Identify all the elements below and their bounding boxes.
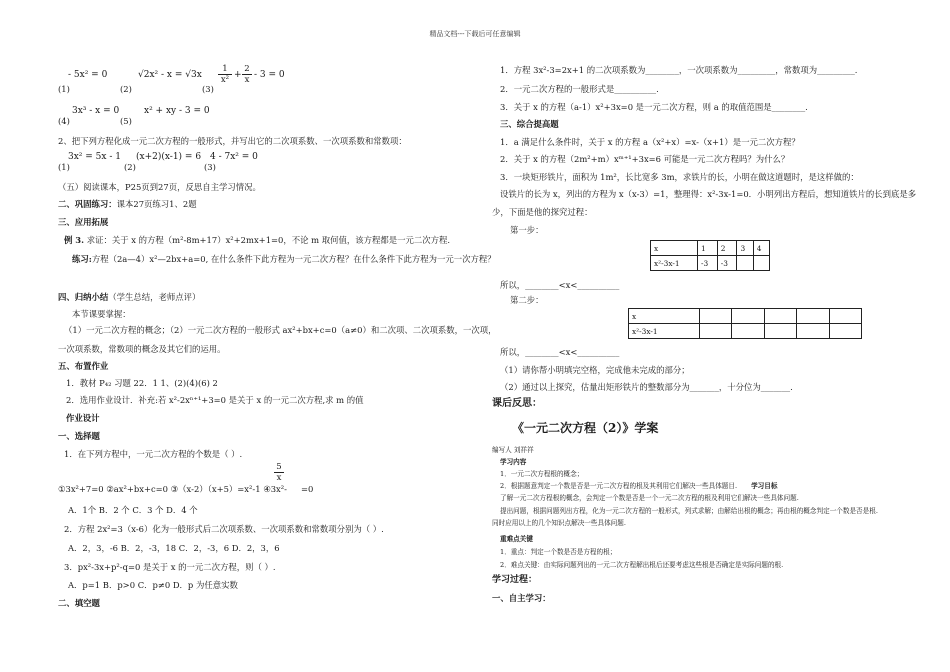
homework-2: 2．选用作业设计．补充:若 x²-2xⁿ⁺¹+3=0 是关于 x 的一元二次方程,求 m 的值 — [66, 395, 364, 405]
table-row: x²-3x-1 -3 -3 — [651, 256, 770, 271]
choice-question-1: 1．在下列方程中，一元二次方程的个数是（ ）. — [64, 449, 243, 459]
section-consolidate: 二、巩固练习：课本27页练习1、2题 — [58, 199, 197, 209]
section-comprehensive: 三、综合提高题 — [500, 119, 559, 129]
task-2: （2）通过以上探究，估量出矩形铁片的整数部分为_______，十分位为_______. — [500, 382, 793, 392]
equation-5-label: (5) — [120, 116, 132, 126]
choice-answers-3: A．p=1 B．p>0 C．p≠0 D．p 为任意实数 — [68, 580, 238, 590]
self-study-heading: 一、自主学习： — [492, 593, 551, 603]
choice-answers-2: A．2，3，-6 B．2，-3，18 C．2，-3，6 D．2，3，6 — [68, 543, 280, 553]
choice-question-2: 2．方程 2x²=3（x-6）化为一般形式后二次项系数、一次项系数和常数项分别为（ ）. — [64, 524, 384, 534]
choice-answers-1: A．1个 B．2 个 C．3 个 D．4 个 — [68, 505, 198, 515]
homework-1: 1．教材 P₄₂ 习题 22．1 1、(2)(4)(6) 2 — [66, 378, 218, 388]
q2-equation-3: 4 - 7x² = 0 — [210, 152, 258, 162]
q2-label-3: (3) — [204, 162, 216, 172]
table-step-2 — [628, 308, 862, 339]
equation-3-label: (3) — [202, 84, 214, 94]
equation-1: - 5x² = 0 — [68, 70, 108, 80]
key-heading: 重难点关键 — [500, 535, 533, 543]
fill-question-1: 1．方程 3x²-3=2x+1 的二次项系数为________，一次项系数为_________，常数项为_________. — [500, 65, 858, 75]
q2-equation-1: 3x² = 5x - 1 — [68, 152, 121, 162]
equation-3-tail: - 3 = 0 — [254, 70, 285, 80]
content-1: 1．一元二次方程根的概念； — [500, 470, 584, 478]
table-row: x 1 2 3 4 — [651, 241, 770, 256]
section-choice: 一、选择题 — [58, 431, 100, 441]
equation-2-label: (2) — [120, 84, 132, 94]
choice-question-3: 3．px²-3x+p²-q=0 是关于 x 的一元二次方程，则（ ）. — [64, 562, 276, 572]
q2-label-2: (2) — [124, 162, 136, 172]
comprehensive-3: 3．一块矩形铁片，面积为 1m²，长比宽多 3m，求铁片的长，小明在做这道题时，是这样做的： — [500, 172, 859, 182]
summary-line-2: （1）一元二次方程的概念；（2）一元二次方程的一般形式 ax²+bx+c=0（a≠0）和二次项、二次项系数，一次项， — [64, 325, 497, 335]
content-2: 2．根据题意判定一个数是否是一元二次方程的根及其利用它们解决一些具体题目. 学习目标 — [500, 482, 778, 490]
comprehensive-3b: 设铁片的长为 x，列出的方程为 x（x-3）=1，整理得：x²-3x-1=0．小明列出方程后，想知道铁片的长到底是多 — [500, 189, 917, 199]
choice-options-1: ①3x²+7=0 ②ax²+bx+c=0 ③（x-2）（x+5）=x²-1 ④3x²- =0 — [58, 484, 314, 494]
equation-2: √2x² - x = √3x — [138, 70, 202, 80]
key-2: 2．难点关键：由实际问题列出的一元二次方程解出根后还要考虑这些根是否确定是实际问题的根. — [500, 561, 784, 569]
page-header: 精品文档---下载后可任意编辑 — [429, 30, 521, 38]
result-2: 所以，________<x<__________ — [500, 347, 620, 357]
lesson-title: 《一元二次方程（2）》学案 — [512, 421, 659, 435]
goal-3: 同时应用以上的几个知识点解决一些具体问题. — [492, 519, 626, 527]
equation-1-label: (1) — [58, 84, 70, 94]
step-2-label: 第二步： — [510, 295, 544, 305]
content-heading: 学习内容 — [500, 458, 527, 466]
reflection-heading: 课后反思： — [492, 398, 542, 409]
process-heading: 学习过程： — [492, 575, 538, 585]
result-1: 所以，________<x<__________ — [500, 280, 620, 290]
example-3: 例 3. 求证：关于 x 的方程（m²-8m+17）x²+2mx+1=0，不论 m 取何值，该方程都是一元二次方程. — [64, 235, 451, 245]
section-application: 三、应用拓展 — [58, 217, 109, 227]
task-1: （1）请你帮小明填完空格，完成他未完成的部分； — [500, 365, 690, 375]
fill-question-2: 2．一元二次方程的一般形式是__________. — [500, 84, 659, 94]
section-summary: 四、归纳小结（学生总结，老师点评） — [58, 292, 201, 302]
equation-3-frac-1: $\frac{1}{\text{x²}}$ — [218, 64, 232, 85]
section-fill-blank: 二、填空题 — [58, 598, 100, 608]
comprehensive-1: 1．a 满足什么条件时，关于 x 的方程 a（x²+x）=x-（x+1）是一元二次方程？ — [500, 137, 800, 147]
question-2: 2、把下列方程化成一元二次方程的一般形式，并写出它的二次项系数、一次项系数和常数项： — [58, 136, 407, 146]
q2-equation-2: (x+2)(x-1) = 6 — [136, 152, 202, 162]
fill-question-3: 3．关于 x 的方程（a-1）x²+3x=0 是一元二次方程，则 a 的取值范围是________. — [500, 102, 808, 112]
review-note: （五）阅读课本，P25页到27页，反思自主学习情况。 — [58, 182, 261, 192]
table-row: x — [629, 309, 862, 324]
q2-label-1: (1) — [58, 162, 70, 172]
comprehensive-3c: 少，下面是他的探究过程： — [492, 207, 593, 217]
goal-1: 了解一元二次方程根的概念，会判定一个数是否是一个一元二次方程的根及利用它们解决一些具体问题. — [500, 494, 799, 502]
table-step-1 — [650, 240, 770, 271]
summary-line-1: 本节课要掌握： — [72, 309, 131, 319]
equation-3-plus: + — [234, 70, 242, 80]
table-row: x²-3x-1 — [629, 324, 862, 339]
equation-3-frac-2: $\frac{2}{x}$ — [242, 64, 252, 85]
practice: 练习:方程（2a—4）x²—2bx+a=0, 在什么条件下此方程为一元二次方程？在什么条件下此方程为一元一次方程？ — [72, 254, 496, 264]
equation-5: x² + xy - 3 = 0 — [144, 106, 210, 116]
goal-2: 提出问题，根据问题列出方程，化为一元二次方程的一般形式，列式求解；由解给出根的概念；再由根的概念判定一个数是否是根. — [500, 507, 878, 515]
section-homework: 五、布置作业 — [58, 361, 109, 371]
homework-design: 作业设计 — [66, 413, 100, 423]
summary-line-3: 一次项系数，常数项的概念及其它们的运用。 — [58, 344, 226, 354]
step-1-label: 第一步： — [510, 225, 544, 235]
equation-4-label: (4) — [58, 116, 70, 126]
author-line: 编写人 刘祥祥 — [492, 446, 534, 454]
equation-4: 3x³ - x = 0 — [72, 106, 120, 116]
comprehensive-2: 2．关于 x 的方程（2m²+m）xᵐ⁺¹+3x=6 可能是一元二次方程吗？为什么？ — [500, 154, 790, 164]
key-1: 1．重点：判定一个数是否是方程的根； — [500, 548, 617, 556]
option-fraction: $\frac{5}{x}$ — [274, 462, 284, 483]
